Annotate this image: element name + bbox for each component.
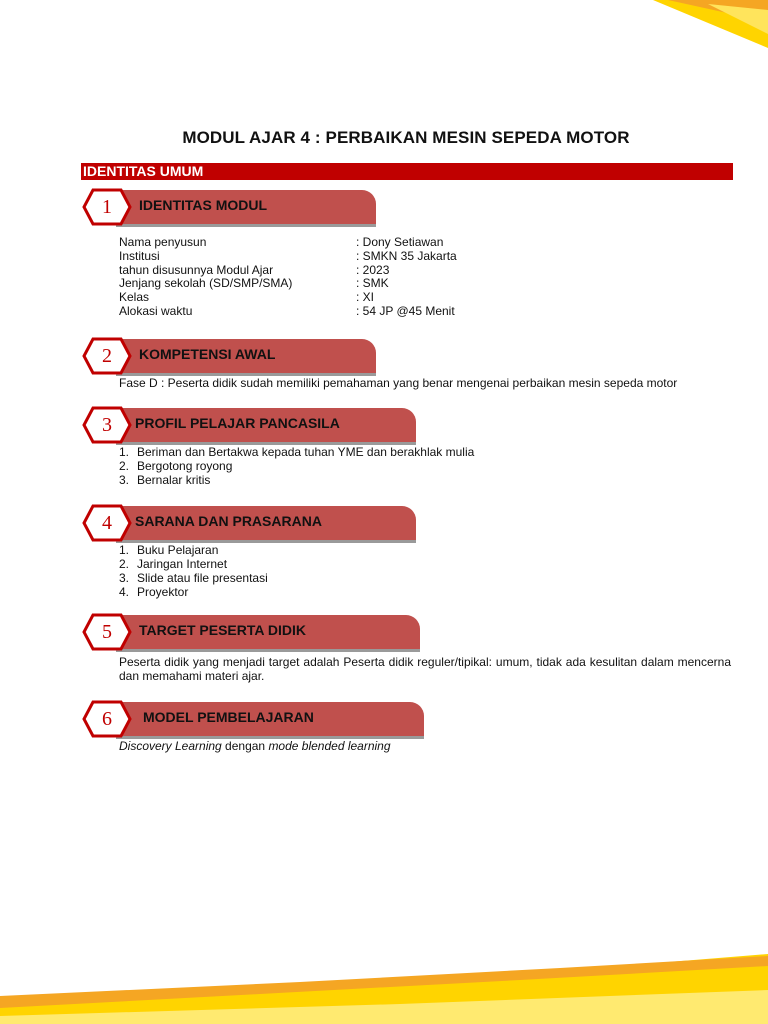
list-text: Beriman dan Bertakwa kepada tuhan YME dan berakhlak mulia [137,445,475,459]
document-title: MODUL AJAR 4 : PERBAIKAN MESIN SEPEDA MOTOR [182,128,630,147]
section-number: 3 [102,414,112,436]
identity-label: Alokasi waktu [119,303,193,318]
target-text: Peserta didik yang menjadi target adalah Peserta didik reguler/tipikal: umum, tidak ada kesulitan dalam mencerna dan memahami materi ajar. [119,655,731,683]
model-connector: dengan [221,739,269,753]
identity-label: Nama penyusun [119,235,207,249]
identity-value: : XI [356,290,375,305]
identity-label: Kelas [119,290,150,305]
list-number: 4. [119,585,130,599]
identity-value: : SMKN 35 Jakarta [356,248,457,263]
section-header-facilities [82,504,422,544]
bottom-wave-decoration [0,934,768,1024]
section-header-learning-model [82,700,427,740]
section-header-initial-competence [82,337,382,377]
list-text: Bernalar kritis [137,473,211,487]
general-identity-bar: IDENTITAS UMUM [81,163,733,180]
list-number: 2. [119,459,130,473]
section-label: KOMPETENSI AWAL [139,346,276,362]
list-number: 1. [119,543,130,557]
list-text: Proyektor [137,585,189,599]
section-number: 5 [102,621,112,643]
section-header-identity-module [82,188,382,228]
section-label: IDENTITAS MODUL [139,197,268,213]
identity-value: : Dony Setiawan [356,235,444,249]
identity-value: : 54 JP @45 Menit [356,303,455,318]
section-number: 1 [102,196,112,218]
section-header-pancasila-profile [82,406,422,446]
section-number: 6 [102,708,112,730]
identity-label: tahun disusunnya Modul Ajar [119,262,274,277]
section-label: PROFIL PELAJAR PANCASILA [135,415,340,431]
identity-label: Institusi [119,248,160,263]
competence-text: Fase D : Peserta didik sudah memiliki pemahaman yang benar mengenai perbaikan mesin sepeda motor [119,376,678,390]
identity-label: Jenjang sekolah (SD/SMP/SMA) [119,276,293,291]
list-number: 3. [119,571,130,585]
list-text: Buku Pelajaran [137,543,219,557]
identity-value: : SMK [356,276,389,291]
list-text: Jaringan Internet [137,557,228,571]
list-number: 3. [119,473,130,487]
section-label: TARGET PESERTA DIDIK [139,622,306,638]
list-text: Bergotong royong [137,459,233,473]
section-label: MODEL PEMBELAJARAN [143,709,314,725]
identity-value: : 2023 [356,262,390,277]
top-corner-decoration [468,0,768,60]
section-header-target-students [82,613,422,653]
model-name: Discovery Learning [119,739,222,753]
section-number: 2 [102,345,112,367]
list-number: 2. [119,557,130,571]
list-number: 1. [119,445,130,459]
learning-model-text [119,739,391,753]
section-number: 4 [102,512,112,534]
section-label: SARANA DAN PRASARANA [135,513,322,529]
model-mode: mode blended learning [268,739,391,753]
list-text: Slide atau file presentasi [137,571,268,585]
